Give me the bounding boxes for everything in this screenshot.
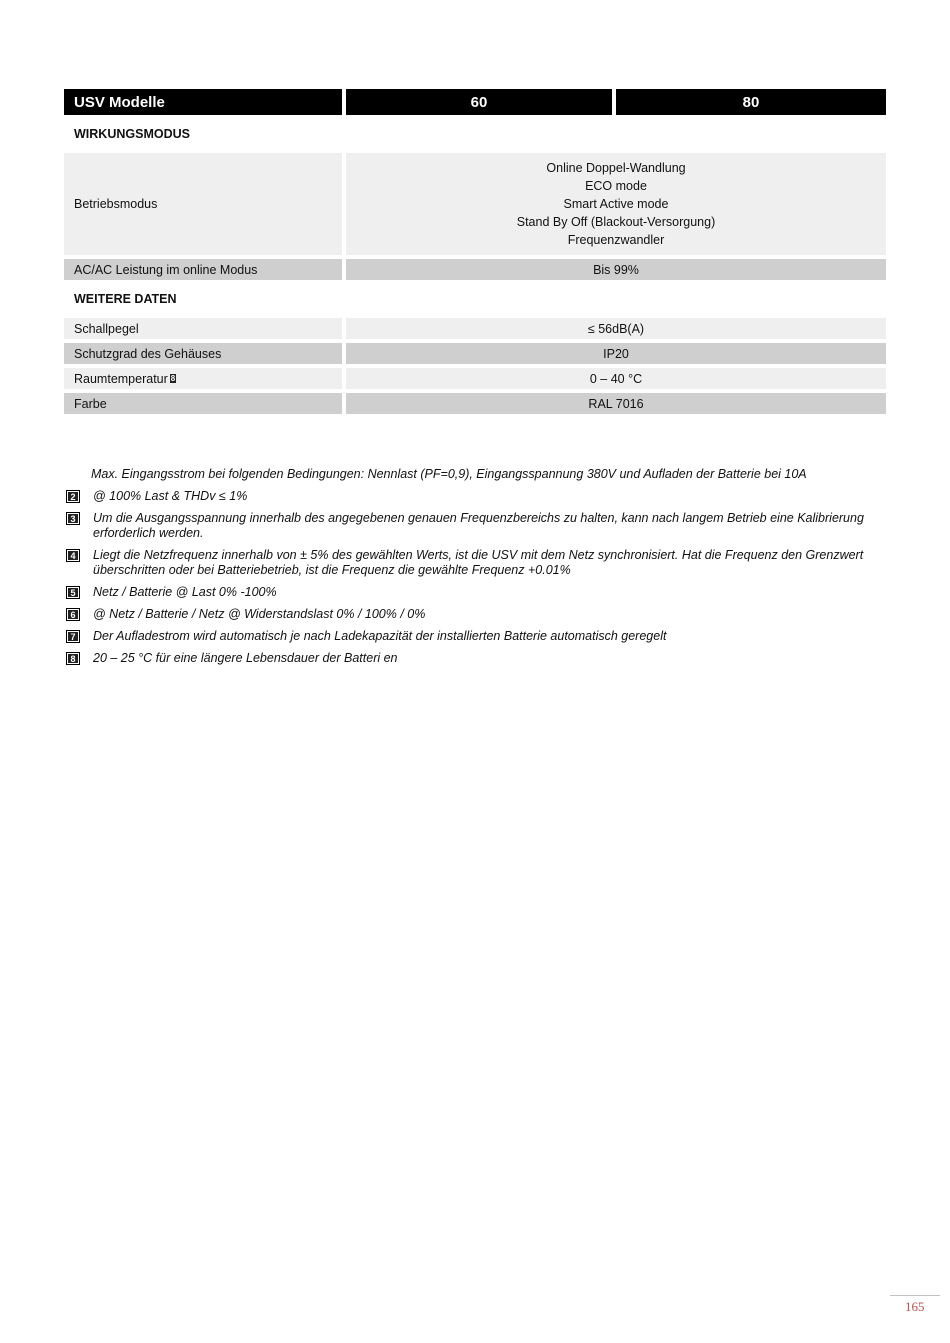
footnote-number: 6 [66, 608, 80, 621]
footnote [66, 651, 888, 666]
model-80-header: 80 [616, 89, 886, 115]
section-title-operating-mode: WIRKUNGSMODUS [74, 127, 190, 141]
footnote-text: Netz / Batterie @ Last 0% -100% [93, 585, 277, 599]
footnote-number: 3 [66, 512, 80, 525]
model-60-header: 60 [346, 89, 612, 115]
row-label: Betriebsmodus [64, 153, 342, 255]
footnote-number: 8 [66, 652, 80, 665]
section-title-other-data: WEITERE DATEN [74, 292, 177, 306]
table-row [64, 318, 886, 339]
footnote-text: Um die Ausgangsspannung innerhalb des angegebenen genauen Frequenzbereichs zu halten, kann nach langem Betrieb eine Kalibrierung erforderlich werden. [93, 511, 864, 540]
footnote-text: @ 100% Last & THDv ≤ 1% [93, 489, 248, 503]
footnote-number: 7 [66, 630, 80, 643]
footnote-number [66, 468, 78, 479]
footnote-text: @ Netz / Batterie / Netz @ Widerstandslast 0% / 100% / 0% [93, 607, 426, 621]
row-value: RAL 7016 [346, 393, 886, 414]
mode-item: Online Doppel-Wandlung [546, 161, 686, 175]
mode-item: ECO mode [585, 179, 647, 193]
table-row [64, 393, 886, 414]
footnote-number: 2 [66, 490, 80, 503]
table-row [64, 343, 886, 364]
footnote [66, 607, 888, 622]
footnote [66, 629, 888, 644]
table-header [64, 89, 886, 115]
footnote [66, 548, 888, 578]
spec-table [64, 89, 886, 414]
row-value: Bis 99% [346, 259, 886, 280]
footnote-text: Liegt die Netzfrequenz innerhalb von ± 5% des gewählten Werts, ist die USV mit dem Netz synchronisiert. Hat die Frequenz den Grenzwert überschritten oder bei Batteriebetrieb, ist die Frequenz die gewählte Frequenz +0.01% [93, 548, 864, 577]
row-value: 0 – 40 °C [346, 368, 886, 389]
footnote-number: 4 [66, 549, 80, 562]
footnote [66, 585, 888, 600]
mode-item: Frequenzwandler [567, 233, 665, 247]
row-value: ≤ 56dB(A) [346, 318, 886, 339]
page-number: 165 [905, 1299, 925, 1314]
mode-item: Stand By Off (Blackout-Versorgung) [516, 215, 716, 229]
table-row-betriebsmodus [64, 153, 886, 255]
footnote [66, 489, 888, 504]
footnote [66, 511, 888, 541]
row-value: IP20 [346, 343, 886, 364]
footnote-text: Max. Eingangsstrom bei folgenden Bedingungen: Nennlast (PF=0,9), Eingangsspannung 380V und Aufladen der Batterie bei 10A [91, 467, 807, 481]
table-row [64, 368, 886, 389]
row-label: Farbe [64, 393, 342, 414]
row-value [346, 153, 886, 255]
row-label-text: Raumtemperatur [74, 371, 168, 386]
footnote-text: Der Aufladestrom wird automatisch je nach Ladekapazität der installierten Batterie automatisch geregelt [93, 629, 667, 643]
mode-item: Smart Active mode [563, 197, 669, 211]
footnote-ref: 8 [170, 374, 176, 383]
row-label: Schutzgrad des Gehäuses [64, 343, 342, 364]
row-label [64, 368, 342, 389]
footnote-number: 5 [66, 586, 80, 599]
page-number-rule [890, 1295, 940, 1296]
row-label: AC/AC Leistung im online Modus [64, 259, 342, 280]
table-row-efficiency [64, 259, 886, 280]
row-label: Schallpegel [64, 318, 342, 339]
footnote-text: 20 – 25 °C für eine längere Lebensdauer der Batteri en [93, 651, 398, 665]
footnotes [66, 467, 888, 673]
models-label: USV Modelle [64, 89, 342, 115]
footnote [66, 467, 888, 482]
